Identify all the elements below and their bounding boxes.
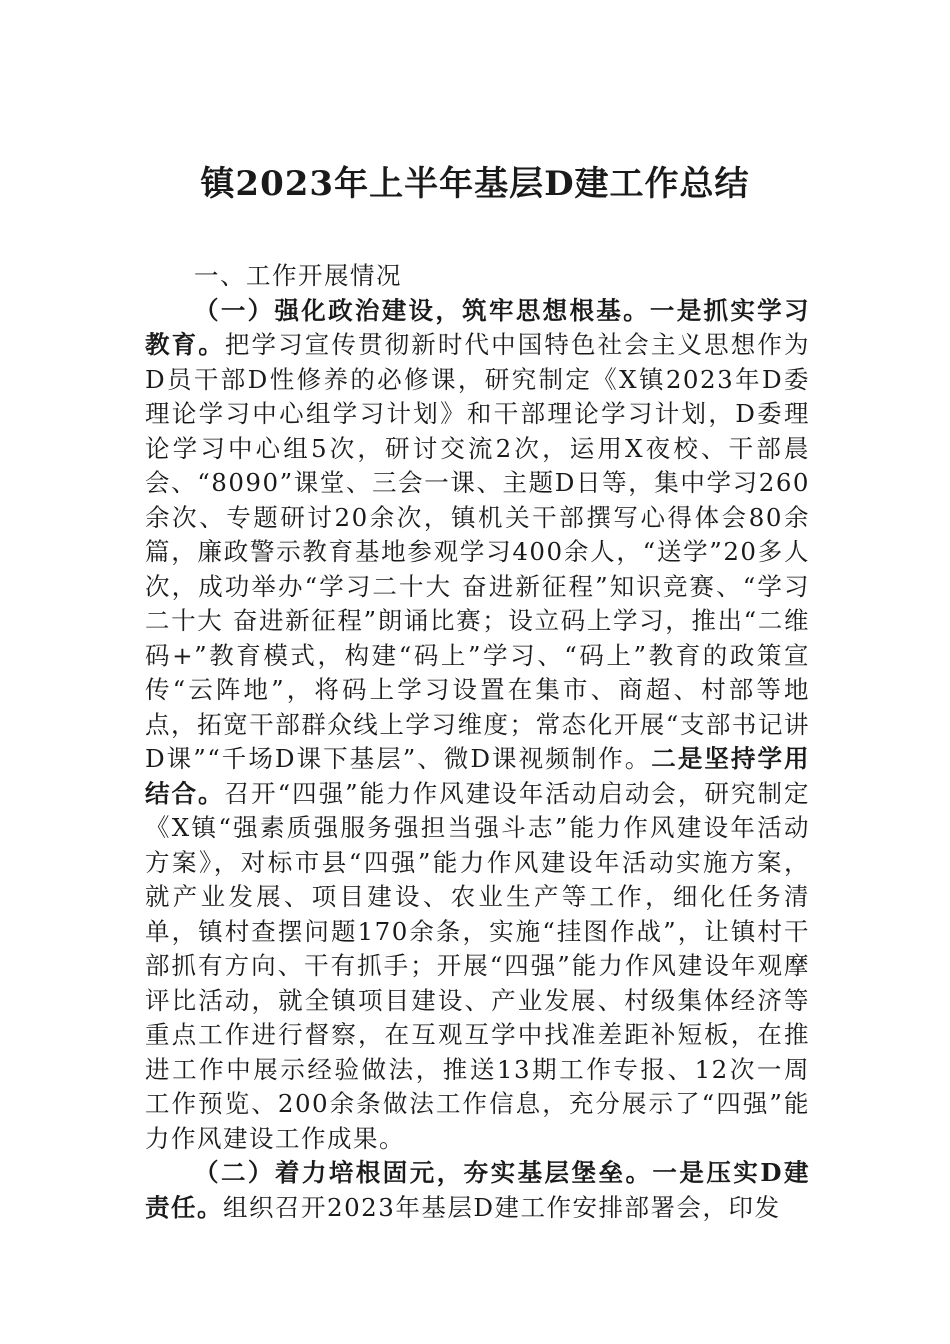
paragraph-2 xyxy=(145,1156,810,1225)
paragraph-1-bold-2: 二是坚持学用结合。 xyxy=(145,744,810,808)
paragraph-1-text-2: 召开“四强”能力作风建设年活动启动会，研究制定《X镇“强素质强服务强担当强斗志”能力作风建设年活动方案》，对标市县“四强”能力作风建设年活动实施方案，就产业发展、项目建设、农业生产等工作，细化任务清单，镇村查摆问题170余条，实施“挂图作战”，让镇村干部抓有方向、干有抓手；开展“四强”能力作风建设年观摩评比活动，就全镇项目建设、产业发展、村级集体经济等重点工作进行督察，在互观互学中找准差距补短板，在推进工作中展示经验做法，推送13期工作专报、12次一周工作预览、200余条做法工作信息，充分展示了“四强”能力作风建设工作成果。 xyxy=(145,778,810,1153)
section-heading: 一、工作开展情况 xyxy=(194,261,402,290)
paragraph-1 xyxy=(145,294,810,1157)
paragraph-1-lead: （一）强化政治建设，筑牢思想根基。一是抓实学习教育。 xyxy=(145,295,810,359)
document-title: 镇2023年上半年基层D建工作总结 xyxy=(200,164,750,204)
document-body xyxy=(145,259,810,1225)
paragraph-2-lead: （二）着力培根固元，夯实基层堡垒。一是压实D建责任。 xyxy=(145,1158,810,1222)
paragraph-2-text-1: 组织召开2023年基层D建工作安排部署会，印发 xyxy=(223,1192,781,1222)
paragraph-1-text-1: 把学习宣传贯彻新时代中国特色社会主义思想作为D员干部D性修养的必修课，研究制定《X镇2023年D委理论学习中心组学习计划》和干部理论学习计划，D委理论学习中心组5次，研讨交流2次，运用X夜校、干部晨会、“8090”课堂、三会一课、主题D日等，集中学习260余次、专题研讨20余次，镇机关干部撰写心得体会80余篇，廉政警示教育基地参观学习400余人，“送学”20多人次，成功举办“学习二十大 奋进新征程”知识竞赛、“学习二十大 奋进新征程”朗诵比赛；设立码上学习，推出“二维码+”教育模式，构建“码上”学习、“码上”教育的政策宣传“云阵地”，将码上学习设置在集市、商超、村部等地点，拓宽干部群众线上学习维度；常态化开展“支部书记讲D课”“千场D课下基层”、微D课视频制作。 xyxy=(145,330,810,773)
